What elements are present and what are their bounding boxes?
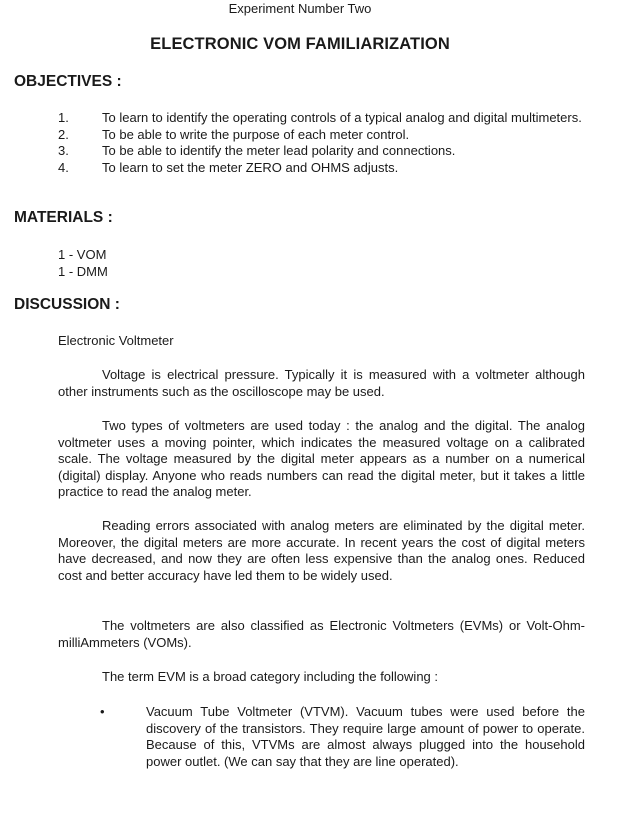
objective-number: 4. bbox=[58, 159, 69, 175]
objective-item bbox=[58, 110, 588, 127]
bullet-text: Vacuum Tube Voltmeter (VTVM). Vacuum tubes were used before the discovery of the transistors. They require large amount of power to operate. Because of this, VTVMs are almost always plugged into the household power outlet. (We can say that they are line operated). bbox=[146, 704, 585, 769]
discussion-paragraph: Two types of voltmeters are used today : the analog and the digital. The analog voltmeter uses a moving pointer, which indicates the measured voltage on a calibrated scale. The voltage measured by the digital meter appears as a number on a numerical (digital) display. Anyone who reads numbers can read the digital meter, but it takes a little practice to read the analog meter. bbox=[58, 418, 585, 499]
materials-heading: MATERIALS : bbox=[14, 209, 113, 226]
objective-text: To be able to identify the meter lead polarity and connections. bbox=[102, 143, 456, 158]
objective-text: To learn to set the meter ZERO and OHMS adjusts. bbox=[102, 159, 399, 175]
objective-text: To learn to identify the operating controls of a typical analog and digital multimeters. bbox=[102, 110, 582, 125]
objective-number: 3. bbox=[58, 143, 69, 158]
objective-item bbox=[58, 160, 588, 177]
objective-number: 2. bbox=[58, 126, 69, 142]
discussion-heading: DISCUSSION : bbox=[14, 296, 120, 313]
discussion-paragraph: Reading errors associated with analog meters are eliminated by the digital meter. Moreover, the digital meters are more accurate. In recent years the cost of digital meters have decreased, and now they are often less expensive than the analog ones. Reduced cost and better accuracy have led them to be widely used. bbox=[58, 518, 585, 583]
objective-item bbox=[58, 127, 588, 144]
discussion-paragraph: The voltmeters are also classified as Electronic Voltmeters (EVMs) or Volt-Ohm-milliAmmeters (VOMs). bbox=[58, 618, 585, 650]
discussion-paragraph: The term EVM is a broad category including the following : bbox=[102, 669, 439, 684]
material-item: 1 - DMM bbox=[58, 263, 108, 279]
objectives-list bbox=[58, 110, 588, 176]
discussion-paragraph: Voltage is electrical pressure. Typically it is measured with a voltmeter although other instruments such as the oscilloscope may be used. bbox=[58, 367, 585, 399]
objective-number: 1. bbox=[58, 110, 69, 125]
document-title: ELECTRONIC VOM FAMILIARIZATION bbox=[150, 35, 450, 53]
objectives-heading: OBJECTIVES : bbox=[14, 73, 122, 90]
objective-item bbox=[58, 143, 588, 160]
material-item: 1 - VOM bbox=[58, 247, 107, 262]
objective-text: To be able to write the purpose of each meter control. bbox=[102, 126, 410, 142]
experiment-number-label: Experiment Number Two bbox=[228, 1, 372, 16]
materials-list bbox=[58, 247, 108, 280]
electronic-voltmeter-subheading: Electronic Voltmeter bbox=[58, 333, 174, 348]
bullet-icon: • bbox=[100, 704, 105, 719]
evm-bullet-item bbox=[58, 704, 585, 770]
